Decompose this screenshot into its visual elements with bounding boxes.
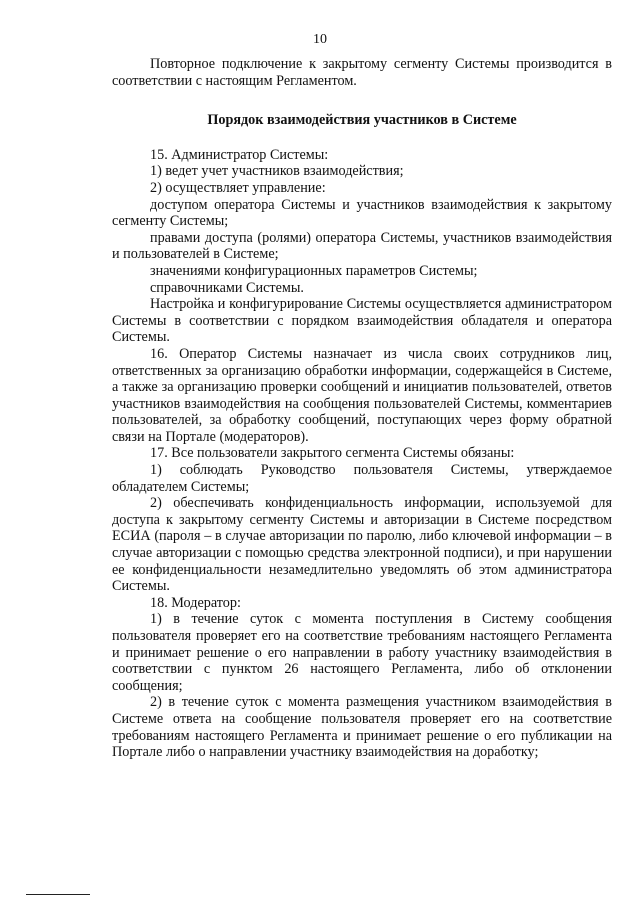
page-number: 10 [313,32,327,47]
paragraph-18-item-2: 2) в течение суток с момента размещения участником взаимодействия в Системе ответа на сообщение пользователя проверяет его на соответствие требованиям настоящего Регламента и принимает решение о его публикации на Портале либо о направлении участнику взаимодействия на доработку; [112,694,612,761]
section-heading: Порядок взаимодействия участников в Системе [207,112,517,129]
paragraph-15-access: доступом оператора Системы и участников взаимодействия к закрытому сегменту Системы; [112,196,612,230]
paragraph-18-item-1: 1) в течение суток с момента поступления в Систему сообщения пользователя проверяет его на соответствие требованиям настоящего Регламента и принимает решение о его направлении в работу участнику взаимодействия в соответствии с пунктом 26 настоящего Регламента, либо об отклонении сообщения; [112,611,612,694]
paragraph-15-item-1: 1) ведет учет участников взаимодействия; [150,163,404,180]
paragraph-15-item-2: 2) осуществляет управление: [150,179,326,196]
paragraph-17-item-1: 1) соблюдать Руководство пользователя Системы, утверждаемое обладателем Системы; [112,462,612,495]
paragraph-16: 16. Оператор Системы назначает из числа своих сотрудников лиц, ответственных за организацию обработки информации, содержащейся в Системе, а также за организацию проверки сообщений и инициатив пользователей, ответов участников взаимодействия на сообщения пользователей Системы, комментариев пользователей, за обработку сообщений, поступающих через форму обратной связи на Портале (модераторов). [112,345,612,445]
paragraph-15-setup: Настройка и конфигурирование Системы осуществляется администратором Системы в соответствии с порядком взаимодействия обладателя и оператора Системы. [112,296,612,346]
paragraph-15-directories: справочниками Системы. [150,279,304,296]
document-body [112,56,612,761]
paragraph-15-rights: правами доступа (ролями) оператора Системы, участников взаимодействия и пользователей в Системе; [112,229,612,263]
paragraph-15-config-values: значениями конфигурационных параметров Системы; [150,262,478,279]
paragraph-17-item-2: 2) обеспечивать конфиденциальность информации, используемой для доступа к закрытому сегменту Системы и авторизации в Системе посредством ЕСИА (пароля – в случае авторизации по паролю, либо ключевой информации – в случае авторизации с помощью средства электронной подписи), и при нарушении ее конфиденциальности незамедлительно уведомлять об этом администратора Системы. [112,495,612,595]
paragraph-18-title: 18. Модератор: [150,594,241,611]
footer-rule [26,894,90,895]
intro-paragraph: Повторное подключение к закрытому сегменту Системы производится в соответствии с настоящим Регламентом. [112,56,612,89]
paragraph-17-title: 17. Все пользователи закрытого сегмента Системы обязаны: [150,445,515,462]
paragraph-15-title: 15. Администратор Системы: [150,146,329,163]
